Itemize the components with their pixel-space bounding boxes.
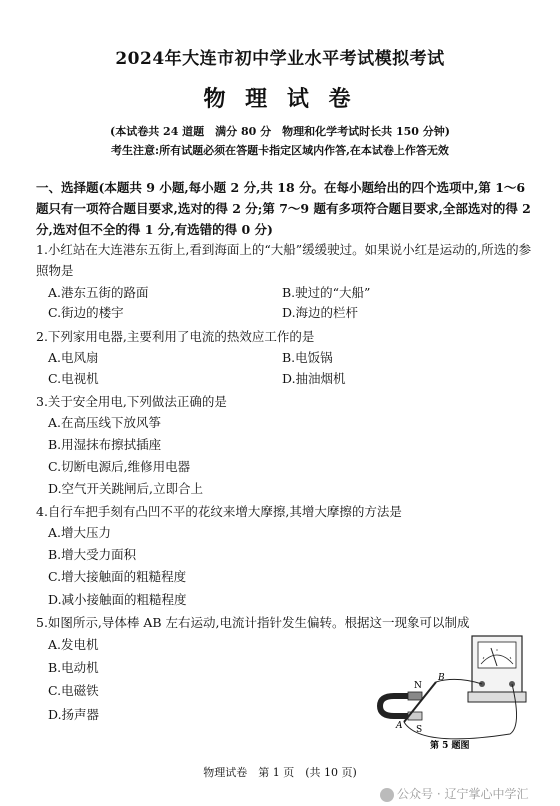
question-5-figure <box>360 630 540 754</box>
q2-option-a: A.电风扇 <box>48 350 99 365</box>
q5-option-b: B.电动机 <box>48 660 99 675</box>
question-4-stem: 4.自行车把手刻有凸凹不平的花纹来增大摩擦,其增大摩擦的方法是 <box>36 504 402 519</box>
q5-option-a: A.发电机 <box>48 637 99 652</box>
q4-option-d: D.减小接触面的粗糙程度 <box>48 592 187 607</box>
q3-option-d: D.空气开关跳闸后,立即合上 <box>48 481 204 496</box>
q1-option-c: C.街边的楼宇 <box>48 305 124 320</box>
watermark <box>380 785 528 802</box>
q3-option-b: B.用湿抹布擦拭插座 <box>48 437 162 452</box>
figure-caption: 第 5 题图 <box>430 741 470 751</box>
label-a: A <box>396 721 403 731</box>
label-b: B <box>438 673 445 683</box>
exam-notice: 考生注意:所有试题必须在答题卡指定区域内作答,在本试卷上作答无效 <box>111 144 449 157</box>
page-footer: 物理试卷 第 1 页 (共 10 页) <box>203 766 357 779</box>
exam-info: (本试卷共 24 道题 满分 80 分 物理和化学考试时长共 150 分钟) <box>110 125 450 138</box>
q4-option-b: B.增大受力面积 <box>48 547 137 562</box>
q2-option-b: B.电饭锅 <box>282 350 333 365</box>
q3-option-a: A.在高压线下放风筝 <box>48 415 162 430</box>
label-s: S <box>416 725 423 735</box>
q1-option-d: D.海边的栏杆 <box>282 305 359 320</box>
q5-option-d: D.扬声器 <box>48 707 100 722</box>
watermark-text: 公众号 · 辽宁掌心中学汇 <box>397 787 529 801</box>
section-heading: 一、选择题(本题共 9 小题,每小题 2 分,共 18 分。在每小题给出的四个选项中,第 1～6 题只有一项符合题目要求,选对的得 2 分;第 7～9 题有多项符合题目要求,全部选对的得 2 分,选对但不全的得 1 分,有选错的得 0 分) <box>36 180 531 237</box>
q5-option-c: C.电磁铁 <box>48 683 99 698</box>
subject-title: 物 理 试 卷 <box>203 86 357 112</box>
q2-option-d: D.抽油烟机 <box>282 371 346 386</box>
question-1-stem: 1.小红站在大连港东五街上,看到海面上的“大船”缓缓驶过。如果说小红是运动的,所选的参照物是 <box>36 242 532 278</box>
q1-option-a: A.港东五街的路面 <box>48 285 149 300</box>
question-2-stem: 2.下列家用电器,主要利用了电流的热效应工作的是 <box>36 329 315 344</box>
exam-title: 2024年大连市初中学业水平考试模拟考试 <box>115 49 445 69</box>
q3-option-c: C.切断电源后,维修用电器 <box>48 459 191 474</box>
q2-option-c: C.电视机 <box>48 371 99 386</box>
question-3-stem: 3.关于安全用电,下列做法正确的是 <box>36 394 227 409</box>
galvanometer-icon <box>468 636 526 702</box>
q1-option-b: B.驶过的“大船” <box>282 285 371 300</box>
q4-option-a: A.增大压力 <box>48 525 112 540</box>
question-5-stem: 5.如图所示,导体棒 AB 左右运动,电流计指针发生偏转。根据这一现象可以制成 <box>36 615 470 630</box>
label-n: N <box>414 681 422 691</box>
wechat-icon <box>380 788 394 802</box>
q4-option-c: C.增大接触面的粗糙程度 <box>48 569 187 584</box>
